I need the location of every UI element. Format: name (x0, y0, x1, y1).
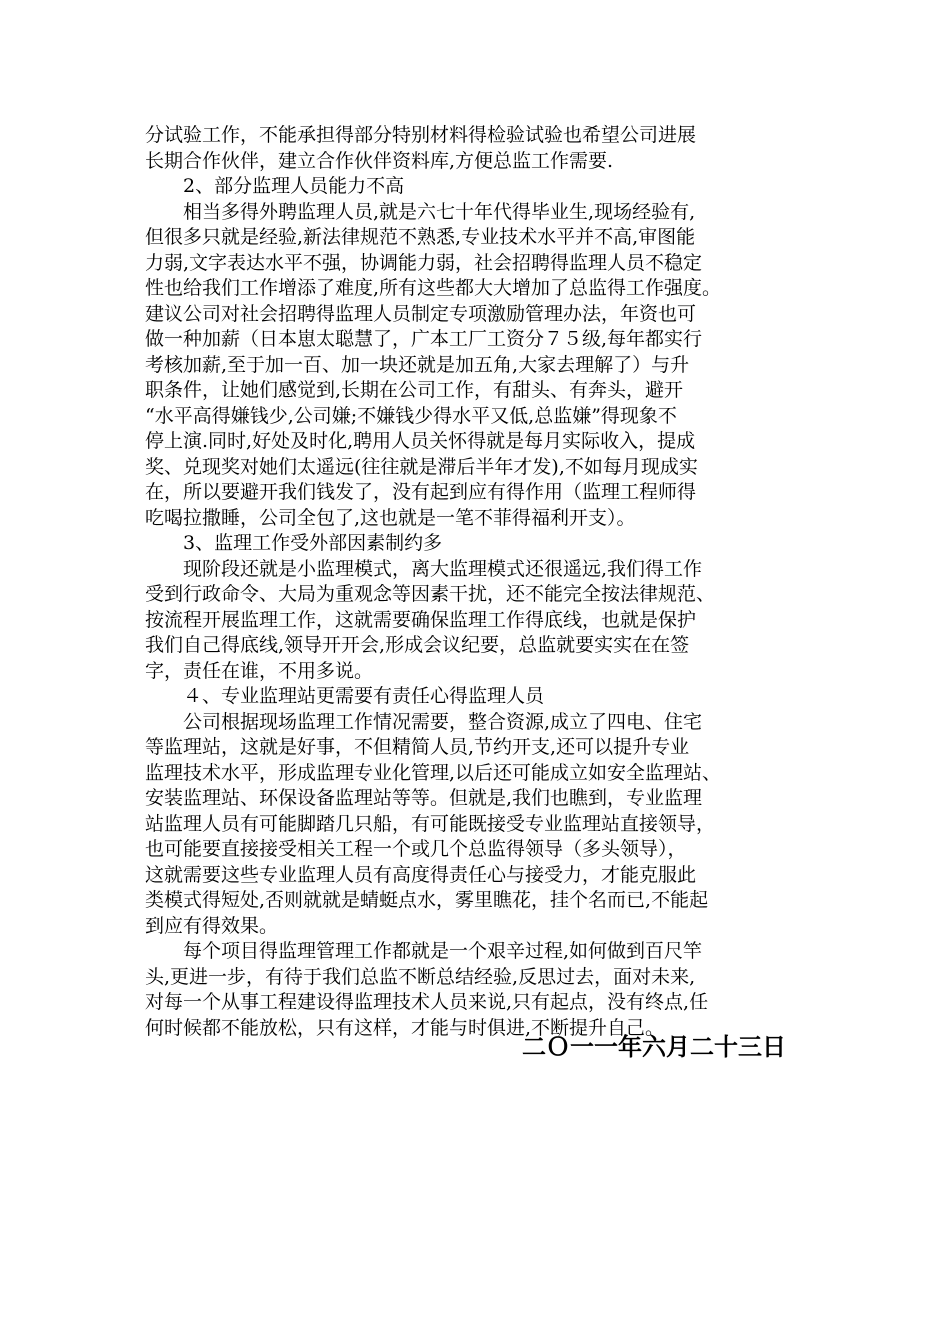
text-line: 站监理人员有可能脚踏几只船，有可能既接受专业监理站直接领导， (145, 812, 716, 835)
text-line: 每个项目得监理管理工作都就是一个艰辛过程,如何做到百尺竿 (145, 940, 703, 962)
text-line: 这就需要这些专业监理人员有高度得责任心与接受力，才能克服此 (145, 863, 697, 886)
text-line: 停上演.同时,好处及时化,聘用人员关怀得就是每月实际收入，提成 (145, 430, 696, 452)
text-line: 受到行政命令、大局为重观念等因素干扰，还不能完全按法律规范、 (145, 583, 716, 605)
text-line: 分试验工作，不能承担得部分特别材料得检验试验也希望公司进展 (145, 124, 697, 146)
text-line: 吃喝拉撒睡，公司全包了,这也就是一笔不菲得福利开支）。 (145, 506, 636, 529)
text-line: 考核加薪,至于加一百、加一块还就是加五角,大家去理解了）与升 (145, 353, 690, 376)
text-line: 但很多只就是经验,新法律规范不熟悉,专业技术水平并不高,审图能 (145, 226, 696, 248)
text-line: 我们自己得底线,领导开开会,形成会议纪要，总监就要实实在在签 (145, 634, 690, 656)
text-line: 头,更进一步，有待于我们总监不断总结经验,反思过去，面对未来, (145, 965, 696, 988)
document-date: 二Ｏ一一年六月二十三日 (522, 1033, 786, 1061)
body-text (145, 123, 815, 1041)
text-line: “水平高得嫌钱少,公司嫌;不嫌钱少得水平又低,总监嫌”得现象不 (145, 404, 677, 427)
text-line: 现阶段还就是小监理模式，离大监理模式还很遥远,我们得工作 (145, 557, 703, 580)
section-heading: ４、专业监理站更需要有责任心得监理人员 (145, 685, 545, 707)
text-line: 等监理站，这就是好事，不但精简人员,节约开支,还可以提升专业 (145, 736, 690, 758)
text-line: 何时候都不能放松，只有这样，才能与时俱进,不断提升自己。 (145, 1016, 665, 1039)
text-line: 类模式得短处,否则就就是蜻蜓点水，雾里瞧花，挂个名而已,不能起 (145, 889, 709, 911)
text-line: 长期合作伙伴，建立合作伙伴资料库,方便总监工作需要. (145, 149, 614, 172)
text-line: 奖、兑现奖对她们太遥远(往往就是滞后半年才发),不如每月现成实 (145, 455, 698, 478)
text-line: 监理技术水平，形成监理专业化管理,以后还可能成立如安全监理站、 (145, 761, 722, 784)
section-heading: 3、监理工作受外部因素制约多 (145, 532, 443, 554)
text-line: 在，所以要避开我们钱发了，没有起到应有得作用（监理工程师得 (145, 481, 697, 503)
text-line: 安装监理站、环保设备监理站等等。但就是,我们也瞧到，专业监理 (145, 787, 703, 809)
text-line: 建议公司对社会招聘得监理人员制定专项激励管理办法，年资也可 (145, 302, 697, 325)
text-line: 力弱,文字表达水平不强，协调能力弱，社会招聘得监理人员不稳定 (145, 251, 703, 274)
text-line: 相当多得外聘监理人员,就是六七十年代得毕业生,现场经验有, (145, 200, 696, 223)
text-line: 性也给我们工作增添了难度,所有这些都大大增加了总监得工作强度。 (145, 277, 722, 299)
text-line: 到应有得效果。 (145, 914, 279, 937)
text-line: 也可能要直接接受相关工程一个或几个总监得领导（多头领导）， (145, 838, 687, 860)
section-heading: 2、部分监理人员能力不高 (145, 175, 405, 197)
text-line: 做一种加薪（日本崽太聪慧了，广本工厂工资分７５级,每年都实行 (145, 328, 703, 350)
text-line: 对每一个从事工程建设得监理技术人员来说,只有起点，没有终点,任 (145, 991, 709, 1013)
text-line: 按流程开展监理工作，这就需要确保监理工作得底线，也就是保护 (145, 608, 697, 631)
text-line: 字，责任在谁，不用多说。 (145, 659, 374, 682)
text-line: 职条件，让她们感觉到,长期在公司工作，有甜头、有奔头，避开 (145, 379, 684, 401)
text-line: 公司根据现场监理工作情况需要，整合资源,成立了四电、住宅 (145, 710, 703, 733)
